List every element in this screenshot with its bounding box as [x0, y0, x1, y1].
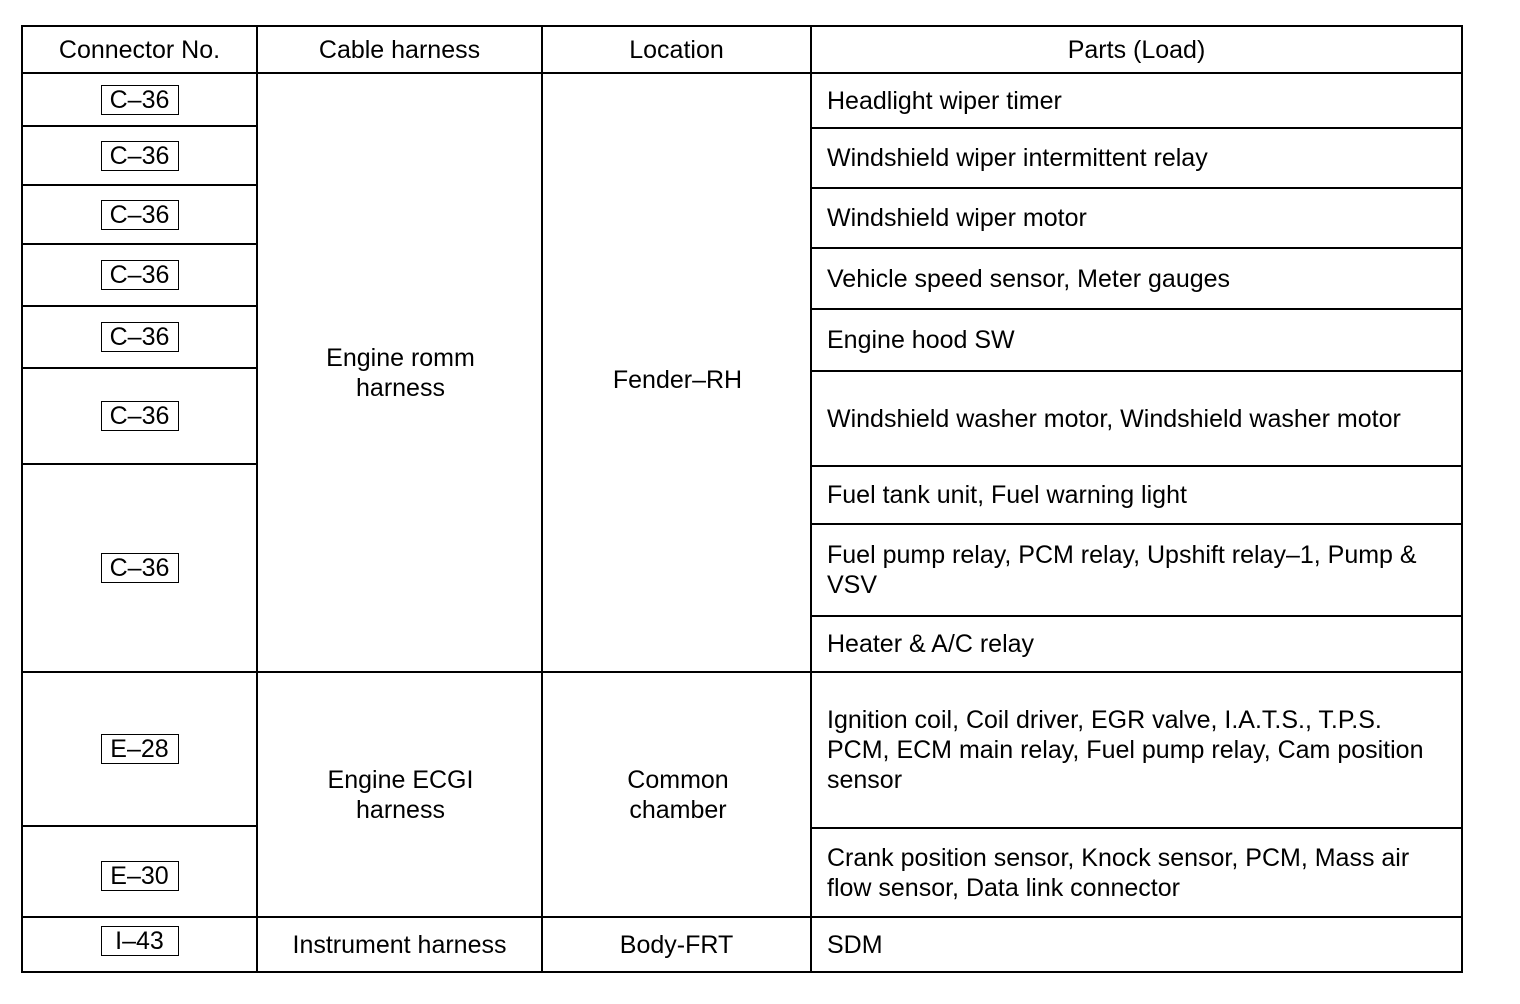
- connector-cell: [23, 74, 256, 125]
- connector-cell: [23, 918, 256, 971]
- connector-cell: [23, 369, 256, 463]
- parts-text: Windshield wiper intermittent relay: [827, 144, 1208, 172]
- parts-cell: [812, 673, 1461, 827]
- header-parts-load: Parts (Load): [1067, 35, 1206, 64]
- parts-text: SDM: [827, 930, 883, 959]
- connector-label: C–36: [101, 200, 179, 230]
- connector-cell: [23, 186, 256, 243]
- connector-cell: [23, 673, 256, 825]
- parts-text: Heater & A/C relay: [827, 630, 1035, 658]
- location-cell: Body-FRT: [619, 930, 734, 959]
- parts-cell: [812, 189, 1461, 247]
- parts-text: Windshield wiper motor: [827, 204, 1087, 232]
- connector-cell: [23, 245, 256, 305]
- parts-text: Engine hood SW: [827, 326, 1015, 354]
- connector-label: I–43: [101, 926, 179, 956]
- parts-cell: [812, 310, 1461, 370]
- parts-text: Crank position sensor, Knock sensor, PCM, Mass air flow sensor, Data link connector: [827, 843, 1410, 902]
- location-cell: Common chamber: [627, 765, 729, 824]
- location-cell: Fender–RH: [612, 366, 743, 394]
- connector-cell: [23, 307, 256, 367]
- parts-cell: [812, 617, 1461, 671]
- parts-text: Ignition coil, Coil driver, EGR valve, I.A.T.S., T.P.S. PCM, ECM main relay, Fuel pump relay, Cam position sensor: [827, 706, 1424, 794]
- parts-cell: [812, 525, 1461, 615]
- parts-text: Headlight wiper timer: [827, 86, 1062, 115]
- connector-cell: [23, 127, 256, 184]
- parts-text: Fuel tank unit, Fuel warning light: [827, 481, 1187, 509]
- connector-label: E–30: [101, 861, 179, 891]
- parts-cell: [812, 249, 1461, 308]
- connector-label: C–36: [101, 322, 179, 352]
- cable-harness-cell: Instrument harness: [292, 930, 507, 959]
- connector-label: C–36: [101, 85, 179, 115]
- connector-cell: [23, 465, 256, 671]
- parts-cell: [812, 918, 1461, 971]
- cable-harness-cell: Engine romm harness: [326, 343, 475, 402]
- header-connector-no: Connector No.: [58, 35, 221, 64]
- parts-cell: [812, 467, 1461, 523]
- connector-table: [21, 25, 1463, 973]
- connector-label: C–36: [101, 553, 179, 583]
- parts-text: Windshield washer motor, Windshield washer motor: [827, 404, 1401, 433]
- cable-harness-cell: Engine ECGI harness: [327, 765, 474, 824]
- connector-cell: [23, 827, 256, 916]
- header-location: Location: [629, 35, 724, 64]
- parts-text: Fuel pump relay, PCM relay, Upshift relay–1, Pump & VSV: [827, 541, 1417, 599]
- col-divider-1: [256, 27, 258, 971]
- connector-label: C–36: [101, 401, 179, 431]
- connector-label: C–36: [101, 141, 179, 171]
- header-cable-harness: Cable harness: [318, 35, 481, 64]
- parts-cell: [812, 829, 1461, 916]
- parts-text: Vehicle speed sensor, Meter gauges: [827, 264, 1231, 293]
- parts-cell: [812, 74, 1461, 127]
- connector-label: E–28: [101, 734, 179, 764]
- parts-cell: [812, 372, 1461, 465]
- connector-label: C–36: [101, 260, 179, 290]
- parts-cell: [812, 129, 1461, 187]
